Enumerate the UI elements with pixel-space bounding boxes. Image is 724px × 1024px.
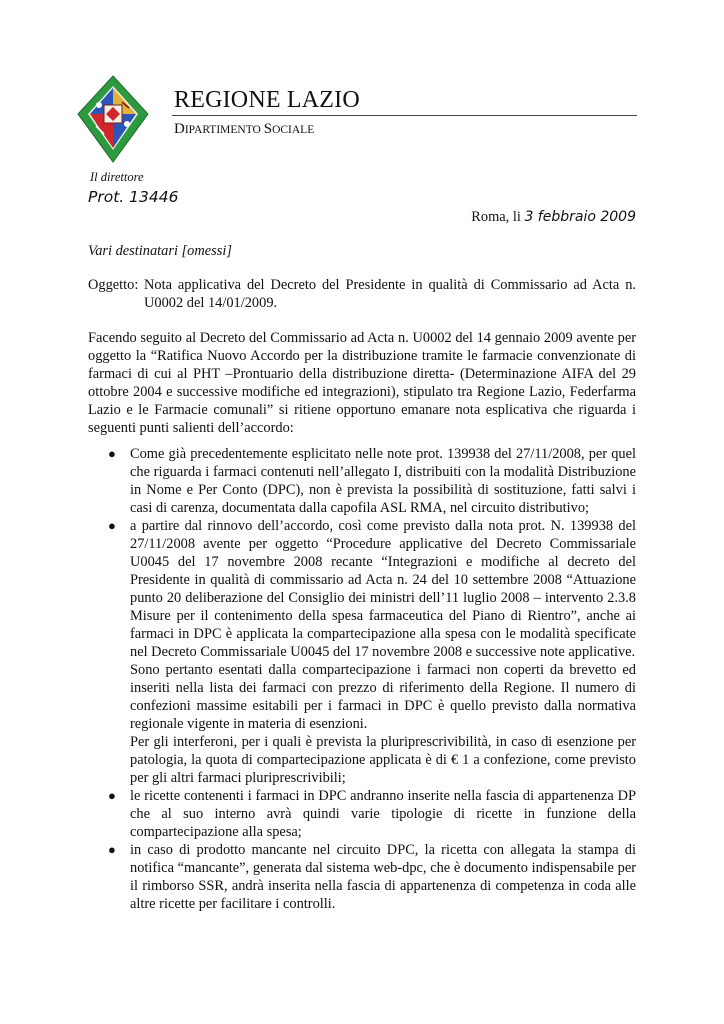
bullet-icon: ● — [108, 842, 116, 857]
department-second-rest: OCIALE — [272, 124, 315, 136]
list-item-text: a partire dal rinnovo dell’accordo, così come previsto dalla nota prot. N. 139938 del 27/11/2008 avente per oggetto “Procedure applicative del Decreto Commissariale U0045 del 17 novembre 2008 recante “Integrazioni e modifiche al decreto del Presidente in qualità di commissario ad Acta n. 24 del 10 settembre 2008 “Attuazione punto 20 deliberazione del Consiglio dei ministri dell’11 luglio 2008 – intervento 2.3.8 Misure per il contenimento della spesa farmaceutica del Piano di Rientro”, anche ai farmaci in DPC è applicata la compartecipazione alla spesa con le modalità specificate nel Decreto Commissariale U0045 del 17 novembre 2008 e successive note applicative. — [130, 518, 636, 660]
list-item — [88, 517, 636, 787]
subject-label: Oggetto: — [88, 277, 139, 293]
list-item — [88, 445, 636, 517]
list-item-text: le ricette contenenti i farmaci in DPC andranno inserite nella fascia di appartenenza DP che al suo interno avrà quindi varie tipologie di ricette in funzione della compartecipazione alla spesa; — [130, 788, 636, 840]
department-initial: D — [174, 121, 185, 137]
dateline-prefix: Roma, li — [471, 209, 525, 225]
list-item-continuation: Sono pertanto esentati dalla compartecipazione i farmaci non coperti da brevetto ed inseriti nella lista dei farmaci con prezzo di riferimento della Regione. Il numero di confezioni massime esitabili per i farmaci in DPC è quello previsto dalla normativa regionale vigente in materia di esenzioni. — [130, 662, 636, 732]
protocol-number: Prot. 13446 — [88, 188, 179, 206]
list-item-continuation: Per gli interferoni, per i quali è prevista la pluriprescrivibilità, in caso di esenzione per patologia, la quota di compartecipazione applicata è di € 1 a confezione, come previsto per gli altri farmaci pluriprescrivibili; — [130, 734, 636, 786]
list-item — [88, 841, 636, 913]
department-name — [174, 120, 314, 139]
place-and-date — [471, 209, 636, 226]
organization-name: REGIONE LAZIO — [174, 87, 360, 113]
department-word-rest: IPARTIMENTO — [184, 124, 264, 136]
signer-role: Il direttore — [90, 170, 144, 184]
intro-paragraph: Facendo seguito al Decreto del Commissario ad Acta n. U0002 del 14 gennaio 2009 avente per oggetto la “Ratifica Nuovo Accordo per la distribuzione tramite le farmacie convenzionate di farmaci di cui al PHT –Prontuario della distribuzione diretta- (Determinazione AIFA del 29 ottobre 2004 e successive modifiche ed integrazioni), stipulato tra Regione Lazio, Federfarma Lazio e le Farmacie comunali” si ritiene opportuno emanare nota esplicativa che riguarda i seguenti punti salienti dell’accordo: — [88, 330, 636, 436]
list-item-text: Come già precedentemente esplicitato nelle note prot. 139938 del 27/11/2008, per quel che riguarda i farmaci contenuti nell’allegato I, distribuiti con la modalità Distribuzione in Nome e Per Conto (DPC), non è prevista la possibilità di sostituzione, fatti salvi i casi di carenza, documentata dalla capofila ASL RMA, nel circuito distributivo; — [130, 446, 636, 516]
letter-date: 3 febbraio 2009 — [524, 209, 636, 225]
bullet-icon: ● — [108, 518, 116, 533]
list-item — [88, 787, 636, 841]
header-divider — [172, 115, 637, 116]
list-item-text: in caso di prodotto mancante nel circuito DPC, la ricetta con allegata la stampa di notifica “mancante”, generata dal sistema web-dpc, che è documento indispensabile per il rimborso SSR, andrà inserita nella fascia di appartenenza di competenza in coda alle altre ricette per facilitare i controlli. — [130, 842, 636, 912]
regione-lazio-coat-of-arms-logo — [74, 74, 152, 166]
department-second-initial: S — [263, 121, 273, 137]
subject-block — [88, 276, 636, 312]
bullet-icon: ● — [108, 788, 116, 803]
subject-text: Nota applicativa del Decreto del Presidente in qualità di Commissario ad Acta n. U0002 del 14/01/2009. — [144, 277, 636, 311]
recipients-line: Vari destinatari [omessi] — [88, 243, 232, 259]
key-points-list — [88, 445, 636, 913]
bullet-icon: ● — [108, 446, 116, 461]
